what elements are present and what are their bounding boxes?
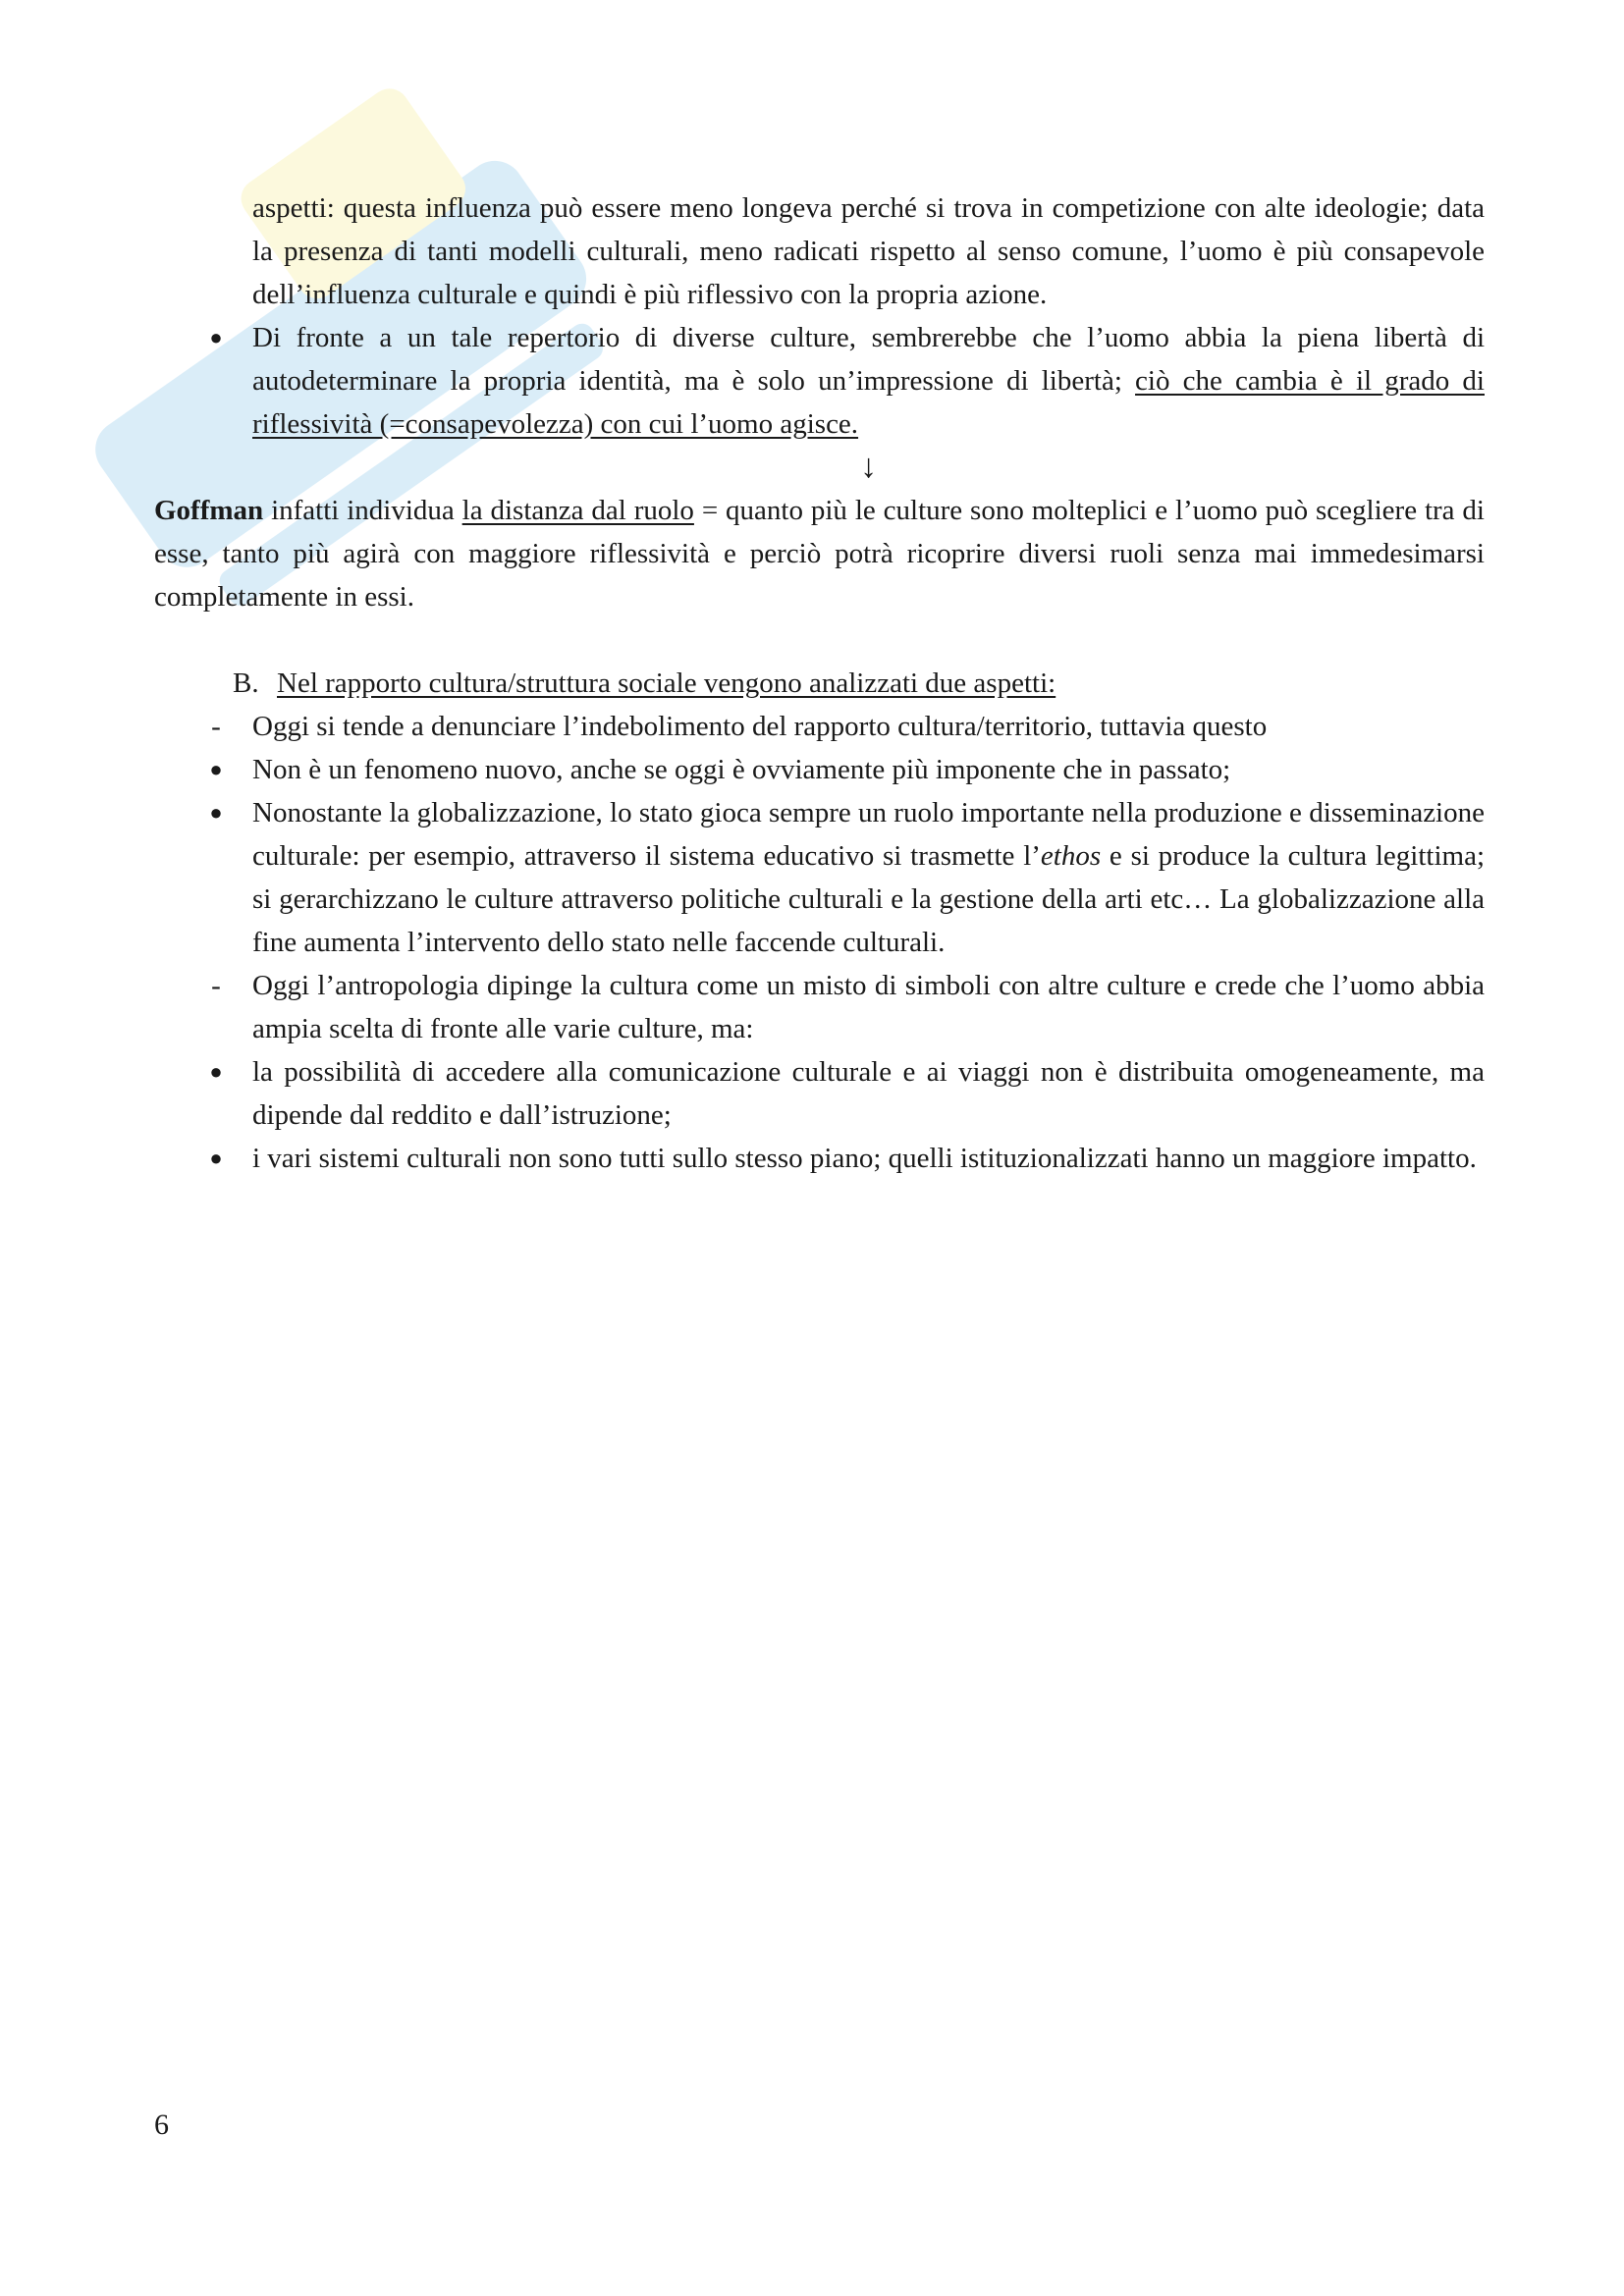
list-item bbox=[209, 316, 1485, 446]
list-item-text: Oggi l’antropologia dipinge la cultura come un misto di simboli con altre culture e crede che l’uomo abbia ampia scelta di fronte alle varie culture, ma: bbox=[252, 970, 1485, 1044]
intro-paragraph: aspetti: questa influenza può essere meno longeva perché si trova in competizione con alte ideologie; data la presenza di tanti modelli culturali, meno radicati rispetto al senso comune, l’uomo è più consapevole dell’influenza culturale e quindi è più riflessivo con la propria azione. bbox=[252, 192, 1485, 310]
list-item bbox=[209, 1137, 1485, 1180]
section-title: Nel rapporto cultura/struttura sociale vengono analizzati due aspetti: bbox=[277, 667, 1056, 699]
bullet-icon: ● bbox=[209, 1059, 223, 1084]
section-letter: B. bbox=[233, 667, 259, 699]
bullet-icon: ● bbox=[209, 325, 223, 349]
paragraph-text: = quanto più le culture sono molteplici e l’uomo può scegliere tra di esse, tanto più agirà con maggiore riflessività e perciò potrà ricoprire diversi ruoli senza mai immedesimarsi completamente in essi. bbox=[154, 495, 1485, 613]
list-item-text: i vari sistemi culturali non sono tutti sullo stesso piano; quelli istituzionalizzati hanno un maggiore impatto. bbox=[252, 1143, 1477, 1174]
dash-marker: - bbox=[211, 711, 221, 742]
section-heading bbox=[233, 662, 1485, 705]
bullet-icon: ● bbox=[209, 1146, 223, 1170]
goffman-paragraph bbox=[154, 489, 1485, 618]
bullet-icon: ● bbox=[209, 757, 223, 781]
underlined-term: la distanza dal ruolo bbox=[461, 495, 694, 526]
author-name: Goffman bbox=[154, 495, 264, 526]
list-item bbox=[209, 1050, 1485, 1137]
dash-marker: - bbox=[211, 970, 221, 1001]
list-item bbox=[211, 964, 1485, 1050]
list-item-text: la possibilità di accedere alla comunicazione culturale e ai viaggi non è distribuita omogeneamente, ma dipende dal reddito e dall’istruzione; bbox=[252, 1056, 1485, 1131]
document-body bbox=[154, 187, 1485, 1180]
list-item-text: Non è un fenomeno nuovo, anche se oggi è ovviamente più imponente che in passato; bbox=[252, 754, 1231, 785]
bullet-icon: ● bbox=[209, 800, 223, 825]
page-number: 6 bbox=[154, 2109, 169, 2141]
list-item bbox=[209, 748, 1485, 791]
list-item bbox=[211, 705, 1485, 748]
list-item bbox=[209, 791, 1485, 964]
down-arrow-icon: ↓ bbox=[860, 449, 877, 485]
paragraph-text: infatti individua bbox=[263, 495, 462, 526]
list-item-text: Oggi si tende a denunciare l’indebolimento del rapporto cultura/territorio, tuttavia questo bbox=[252, 711, 1268, 742]
list-item-text: Nonostante la globalizzazione, lo stato gioca sempre un ruolo importante nella produzione e disseminazione culturale: per esempio, attraverso il sistema educativo si trasmette l’ bbox=[252, 797, 1485, 872]
italic-term: ethos bbox=[1040, 840, 1102, 872]
bullet-text: Di fronte a un tale repertorio di diverse culture, sembrerebbe che l’uomo abbia la piena libertà di autodeterminare la propria identità, ma è solo un’impressione di libertà; bbox=[252, 322, 1485, 397]
list-item-text: e si produce la cultura legittima; si gerarchizzano le culture attraverso politiche culturali e la gestione della arti etc… La globalizzazione alla fine aumenta l’intervento dello stato nelle faccende culturali. bbox=[252, 840, 1485, 958]
underlined-text: ciò che cambia è il grado di riflessività (=consapevolezza) con cui l’uomo agisce. bbox=[252, 365, 1485, 440]
